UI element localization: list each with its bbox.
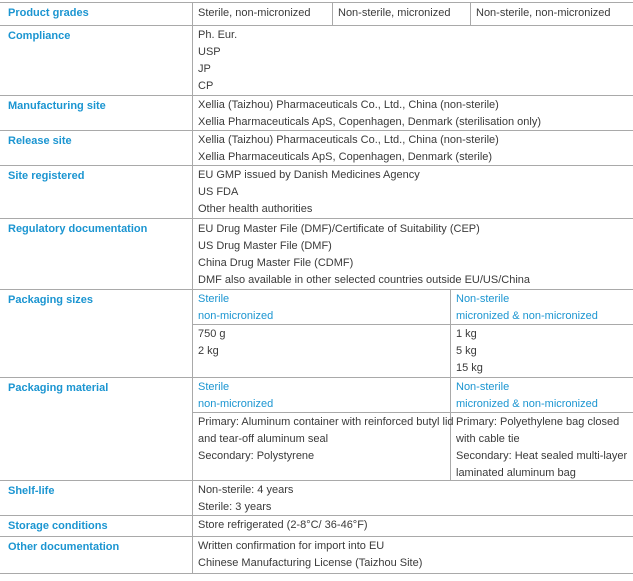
row-label: Regulatory documentation	[8, 223, 148, 235]
row-release-site	[0, 130, 633, 165]
packaging-sizes-left-values	[198, 325, 226, 360]
regulatory-line: DMF also available in other selected countries outside EU/US/China	[198, 274, 530, 286]
row-label: Compliance	[8, 30, 71, 42]
row-product-grades	[0, 2, 633, 25]
shelf-life-values	[198, 481, 293, 516]
divider	[450, 290, 451, 377]
site-line: Xellia Pharmaceuticals ApS, Copenhagen, Denmark (sterilisation only)	[198, 116, 542, 128]
compliance-item: Ph. Eur.	[198, 29, 238, 41]
packaging-material-left-values	[198, 413, 454, 465]
size-value: 1 kg	[456, 328, 477, 340]
site-registered-values	[198, 166, 420, 218]
row-label: Manufacturing site	[8, 100, 106, 112]
row-site-registered	[0, 165, 633, 218]
regulatory-line: US Drug Master File (DMF)	[198, 240, 332, 252]
row-label: Packaging sizes	[8, 294, 93, 306]
material-line: laminated aluminum bag	[456, 467, 576, 479]
divider	[192, 290, 193, 377]
material-line: and tear-off aluminum seal	[198, 433, 329, 445]
registration-line: Other health authorities	[198, 203, 313, 215]
compliance-values	[198, 26, 237, 95]
divider	[332, 3, 333, 25]
packaging-material-left-head	[198, 378, 273, 413]
row-label: Storage conditions	[8, 520, 108, 532]
site-line: Xellia (Taizhou) Pharmaceuticals Co., Ltd., China (non-sterile)	[198, 99, 499, 111]
compliance-item: JP	[198, 63, 211, 75]
shelf-life-line: Non-sterile: 4 years	[198, 484, 294, 496]
row-label: Other documentation	[8, 541, 120, 553]
packaging-sizes-right-head	[456, 290, 598, 325]
subheader-line: Sterile	[198, 381, 230, 393]
row-label: Packaging material	[8, 382, 109, 394]
site-line: Xellia Pharmaceuticals ApS, Copenhagen, Denmark (sterile)	[198, 151, 493, 163]
compliance-item: CP	[198, 80, 214, 92]
subheader-line: Sterile	[198, 293, 230, 305]
divider	[192, 516, 193, 536]
subheader-line: Non-sterile	[456, 381, 510, 393]
divider	[192, 537, 193, 573]
packaging-sizes-right-values	[456, 325, 483, 377]
divider	[192, 378, 193, 480]
row-packaging-material	[0, 377, 633, 480]
subheader-line: Non-sterile	[456, 293, 510, 305]
row-label: Site registered	[8, 170, 85, 182]
divider	[192, 219, 193, 289]
divider	[192, 481, 193, 515]
divider	[192, 3, 193, 25]
registration-line: EU GMP issued by Danish Medicines Agency	[198, 169, 420, 181]
grade-non-sterile-non-micronized: Non-sterile, non-micronized	[476, 7, 611, 19]
registration-line: US FDA	[198, 186, 239, 198]
packaging-sizes-left-head	[198, 290, 273, 325]
row-label: Release site	[8, 135, 72, 147]
grade-sterile-non-micronized: Sterile, non-micronized	[198, 7, 311, 19]
divider	[192, 96, 193, 130]
row-label: Shelf-life	[8, 485, 55, 497]
row-label: Product grades	[8, 7, 89, 19]
material-line: Primary: Aluminum container with reinforced butyl lid	[198, 416, 454, 428]
row-packaging-sizes	[0, 289, 633, 377]
subheader-line: non-micronized	[198, 310, 274, 322]
grade-non-sterile-micronized: Non-sterile, micronized	[338, 7, 451, 19]
documentation-line: Written confirmation for import into EU	[198, 540, 385, 552]
row-shelf-life	[0, 480, 633, 515]
subheader-line: non-micronized	[198, 398, 274, 410]
subheader-line: micronized & non-micronized	[456, 398, 598, 410]
material-line: Secondary: Heat sealed multi-layer	[456, 450, 628, 462]
size-value: 750 g	[198, 328, 226, 340]
row-compliance	[0, 25, 633, 95]
packaging-material-right-values	[456, 413, 627, 482]
storage-values	[198, 516, 368, 534]
subheader-line: micronized & non-micronized	[456, 310, 598, 322]
manufacturing-site-values	[198, 96, 541, 131]
storage-line: Store refrigerated (2-8°C/ 36-46°F)	[198, 519, 368, 531]
site-line: Xellia (Taizhou) Pharmaceuticals Co., Ltd., China (non-sterile)	[198, 134, 499, 146]
compliance-item: USP	[198, 46, 221, 58]
material-line: Secondary: Polystyrene	[198, 450, 315, 462]
divider	[192, 26, 193, 95]
regulatory-line: EU Drug Master File (DMF)/Certificate of Suitability (CEP)	[198, 223, 480, 235]
size-value: 15 kg	[456, 362, 483, 374]
row-storage-conditions	[0, 515, 633, 536]
material-line: with cable tie	[456, 433, 520, 445]
row-manufacturing-site	[0, 95, 633, 130]
size-value: 5 kg	[456, 345, 477, 357]
row-other-documentation	[0, 536, 633, 574]
material-line: Primary: Polyethylene bag closed	[456, 416, 620, 428]
divider	[192, 166, 193, 218]
packaging-material-right-head	[456, 378, 598, 413]
regulatory-line: China Drug Master File (CDMF)	[198, 257, 354, 269]
shelf-life-line: Sterile: 3 years	[198, 501, 272, 513]
size-value: 2 kg	[198, 345, 219, 357]
divider	[470, 3, 471, 25]
divider	[192, 131, 193, 165]
documentation-line: Chinese Manufacturing License (Taizhou Site)	[198, 557, 423, 569]
other-documentation-values	[198, 537, 422, 572]
release-site-values	[198, 131, 499, 166]
row-regulatory-documentation	[0, 218, 633, 289]
regulatory-values	[198, 220, 530, 289]
